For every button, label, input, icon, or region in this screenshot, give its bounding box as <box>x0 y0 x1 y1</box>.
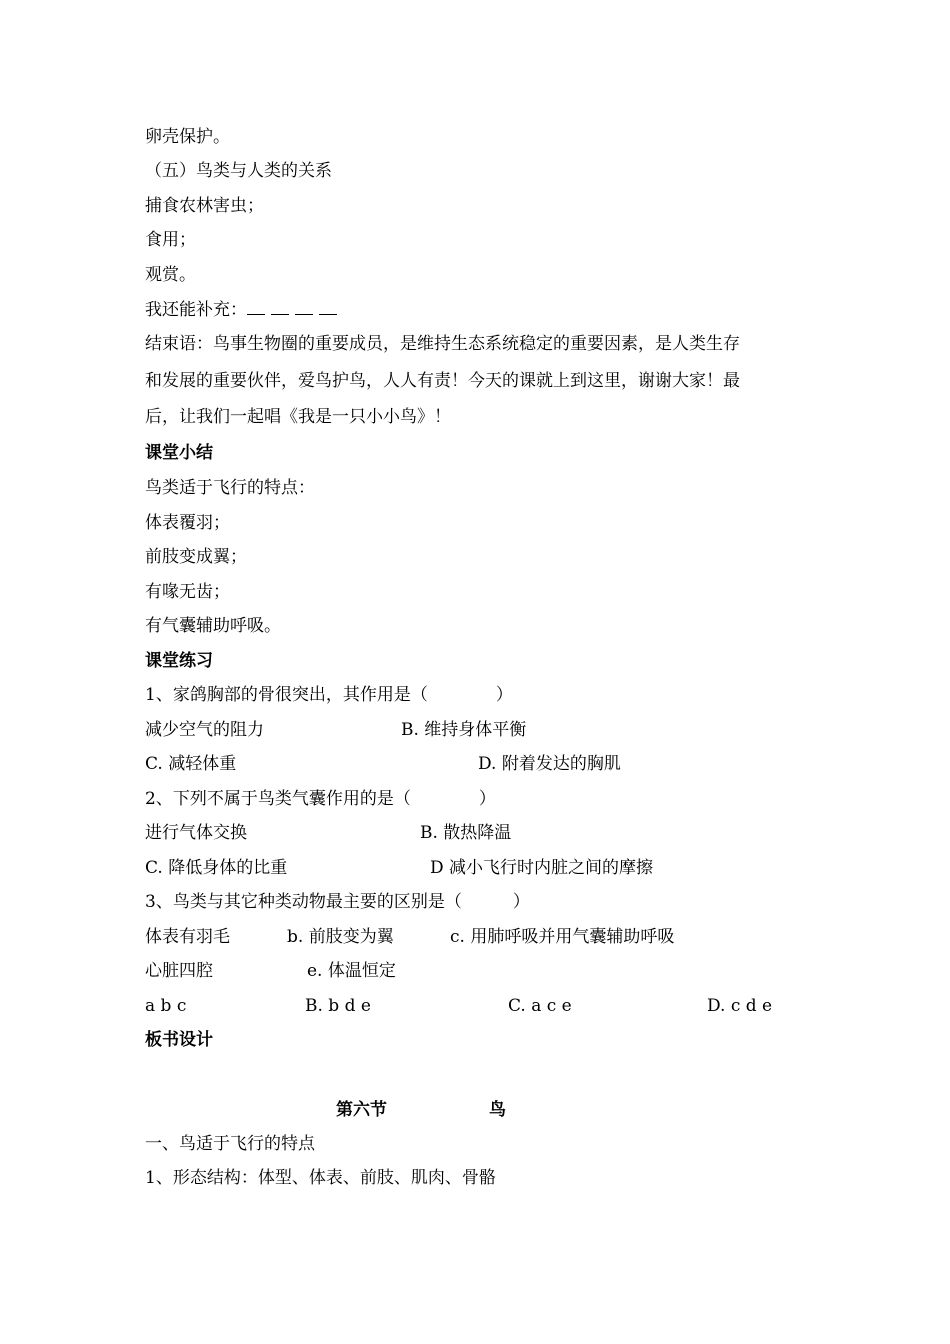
text-line: 捕食农林害虫； <box>145 196 264 216</box>
board-heading: 板书设计 <box>145 1030 213 1050</box>
summary-item: 有喙无齿； <box>145 582 230 602</box>
option-b: B. 维持身体平衡 <box>401 720 527 740</box>
summary-item: 前肢变成翼； <box>145 547 247 567</box>
blank-line <box>295 300 313 315</box>
option-a: 进行气体交换 <box>145 823 247 843</box>
option-d: D. 附着发达的胸肌 <box>478 754 621 774</box>
option-b: B. 散热降温 <box>420 823 512 843</box>
blank-line <box>247 300 265 315</box>
item-a: 体表有羽毛 <box>145 927 230 947</box>
question-1: 1、家鸽胸部的骨很突出，其作用是（ ） <box>145 685 513 705</box>
item-e: e. 体温恒定 <box>307 961 396 981</box>
question-3: 3、鸟类与其它种类动物最主要的区别是（ ） <box>145 892 530 912</box>
board-point: 1、形态结构：体型、体表、前肢、肌肉、骨骼 <box>145 1168 496 1188</box>
text-line: 结束语：鸟事生物圈的重要成员，是维持生态系统稳定的重要因素，是人类生存 <box>145 334 740 354</box>
item-b: b. 前肢变为翼 <box>287 927 394 947</box>
text-line: 卵壳保护。 <box>145 127 230 147</box>
summary-item: 体表覆羽； <box>145 513 230 533</box>
item-c: c. 用肺呼吸并用气囊辅助呼吸 <box>450 927 675 947</box>
option-a: 减少空气的阻力 <box>145 720 264 740</box>
exercise-heading: 课堂练习 <box>145 651 213 671</box>
board-point: 一、鸟适于飞行的特点 <box>145 1134 315 1154</box>
summary-heading: 课堂小结 <box>145 443 213 463</box>
board-title-section: 第六节 <box>336 1100 387 1120</box>
blank-line <box>319 300 337 315</box>
summary-intro: 鸟类适于飞行的特点： <box>145 478 315 498</box>
supplement-line <box>145 299 343 321</box>
supplement-label: 我还能补充： <box>145 300 247 320</box>
option-c: C. 减轻体重 <box>145 754 237 774</box>
option-c: C. 降低身体的比重 <box>145 858 288 878</box>
board-title-topic: 鸟 <box>489 1100 506 1120</box>
choice-a: a b c <box>145 996 187 1016</box>
choice-c: C. a c e <box>508 996 572 1016</box>
choice-b: B. b d e <box>305 996 371 1016</box>
question-2: 2、下列不属于鸟类气囊作用的是（ ） <box>145 789 496 809</box>
option-d: D 减小飞行时内脏之间的摩擦 <box>430 858 654 878</box>
item-d: 心脏四腔 <box>145 961 213 981</box>
section-heading: （五）鸟类与人类的关系 <box>145 161 332 181</box>
blank-line <box>271 300 289 315</box>
choice-d: D. c d e <box>707 996 773 1016</box>
text-line: 食用； <box>145 230 196 250</box>
text-line: 观赏。 <box>145 265 196 285</box>
text-line: 后，让我们一起唱《我是一只小小鸟》！ <box>145 407 451 427</box>
summary-item: 有气囊辅助呼吸。 <box>145 616 281 636</box>
text-line: 和发展的重要伙伴，爱鸟护鸟，人人有责！今天的课就上到这里，谢谢大家！最 <box>145 371 740 391</box>
